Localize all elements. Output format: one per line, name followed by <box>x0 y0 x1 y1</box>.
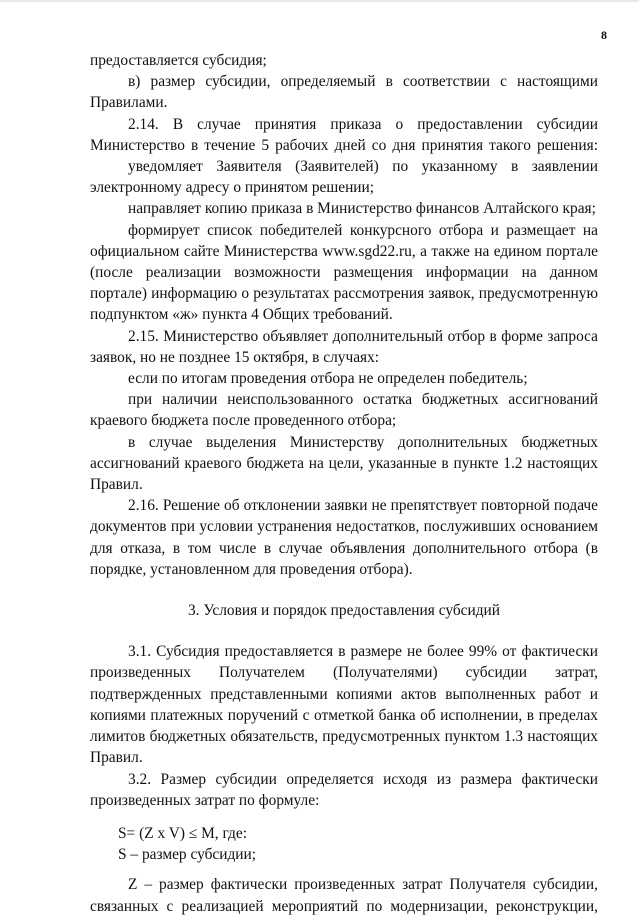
text-line: портале) информацию о результатах рассмотрения заявок, предусмотренную <box>90 285 598 303</box>
text-line: при наличии неиспользованного остатка бюджетных ассигнований <box>128 391 598 409</box>
text-line: произведенных Получателем (Получателями) субсидии затрат, <box>90 664 598 682</box>
text-line: документов при условии устранения недостатков, послуживших основанием <box>90 518 598 536</box>
page-number: 8 <box>601 28 607 42</box>
formula-line: S= (Z x V) ≤ M, где: <box>118 824 247 842</box>
text-line: заявок, но не позднее 15 октября, в случаях: <box>90 348 380 366</box>
text-line: краевого бюджета после проведенного отбора; <box>90 412 397 430</box>
text-line: формирует список победителей конкурсного отбора и размещает на <box>128 221 598 239</box>
text-line: в случае выделения Министерству дополнительных бюджетных <box>128 433 598 451</box>
section-heading: 3. Условия и порядок предоставления субсидий <box>187 602 501 620</box>
text-line: порядке, установленном для проведения отбора). <box>90 560 413 578</box>
scan-edge <box>0 0 639 2</box>
text-line: электронному адресу о принятом решении; <box>90 179 375 197</box>
text-line: 3.2. Размер субсидии определяется исходя из размера фактически <box>128 770 598 788</box>
text-line: предоставляется субсидия; <box>90 52 267 69</box>
text-line: 2.16. Решение об отклонении заявки не препятствует повторной подаче <box>128 497 598 515</box>
text-line: (после реализации возможности размещения информации на данном <box>90 264 598 282</box>
text-line: уведомляет Заявителя (Заявителей) по указанному в заявлении <box>128 158 598 176</box>
text-line: Правил. <box>90 749 143 767</box>
document-body <box>90 50 598 917</box>
text-line: в) размер субсидии, определяемый в соответствии с настоящими <box>128 73 598 91</box>
text-line: Министерство в течение 5 рабочих дней со дня принятия такого решения: <box>90 136 598 154</box>
text-line: 3.1. Субсидия предоставляется в размере не более 99% от фактически <box>128 643 598 661</box>
text-line: подпунктом «ж» пункта 4 Общих требований. <box>90 306 393 324</box>
text-line: направляет копию приказа в Министерство финансов Алтайского края; <box>128 200 596 218</box>
text-line: Z – размер фактически произведенных затрат Получателя субсидии, <box>128 876 598 894</box>
text-line: официальном сайте Министерства www.sgd22.ru, а также на едином портале <box>90 242 598 260</box>
text-line: Правил. <box>90 476 143 494</box>
formula-definition: S – размер субсидии; <box>118 846 257 864</box>
text-line: произведенных затрат по формуле: <box>90 791 320 809</box>
text-line: Правилами. <box>90 94 168 112</box>
text-line: 2.14. В случае принятия приказа о предоставлении субсидии <box>128 115 598 133</box>
text-line: подтвержденных представленными копиями актов выполненных работ и <box>90 685 598 703</box>
text-line: если по итогам проведения отбора не определен победитель; <box>128 370 528 388</box>
text-line: лимитов бюджетных обязательств, предусмотренных пунктом 1.3 настоящих <box>90 728 598 746</box>
text-line: связанных с реализацией мероприятий по модернизации, реконструкции, <box>90 897 598 915</box>
text-line: ассигнований краевого бюджета на цели, указанные в пункте 1.2 настоящих <box>90 454 598 472</box>
text-line: копиями платежных поручений с отметкой банка об исполнении, в пределах <box>90 706 598 724</box>
text-line: для отказа, в том числе в случае объявления дополнительного отбора (в <box>90 539 598 557</box>
text-line: 2.15. Министерство объявляет дополнительный отбор в форме запроса <box>128 327 598 345</box>
